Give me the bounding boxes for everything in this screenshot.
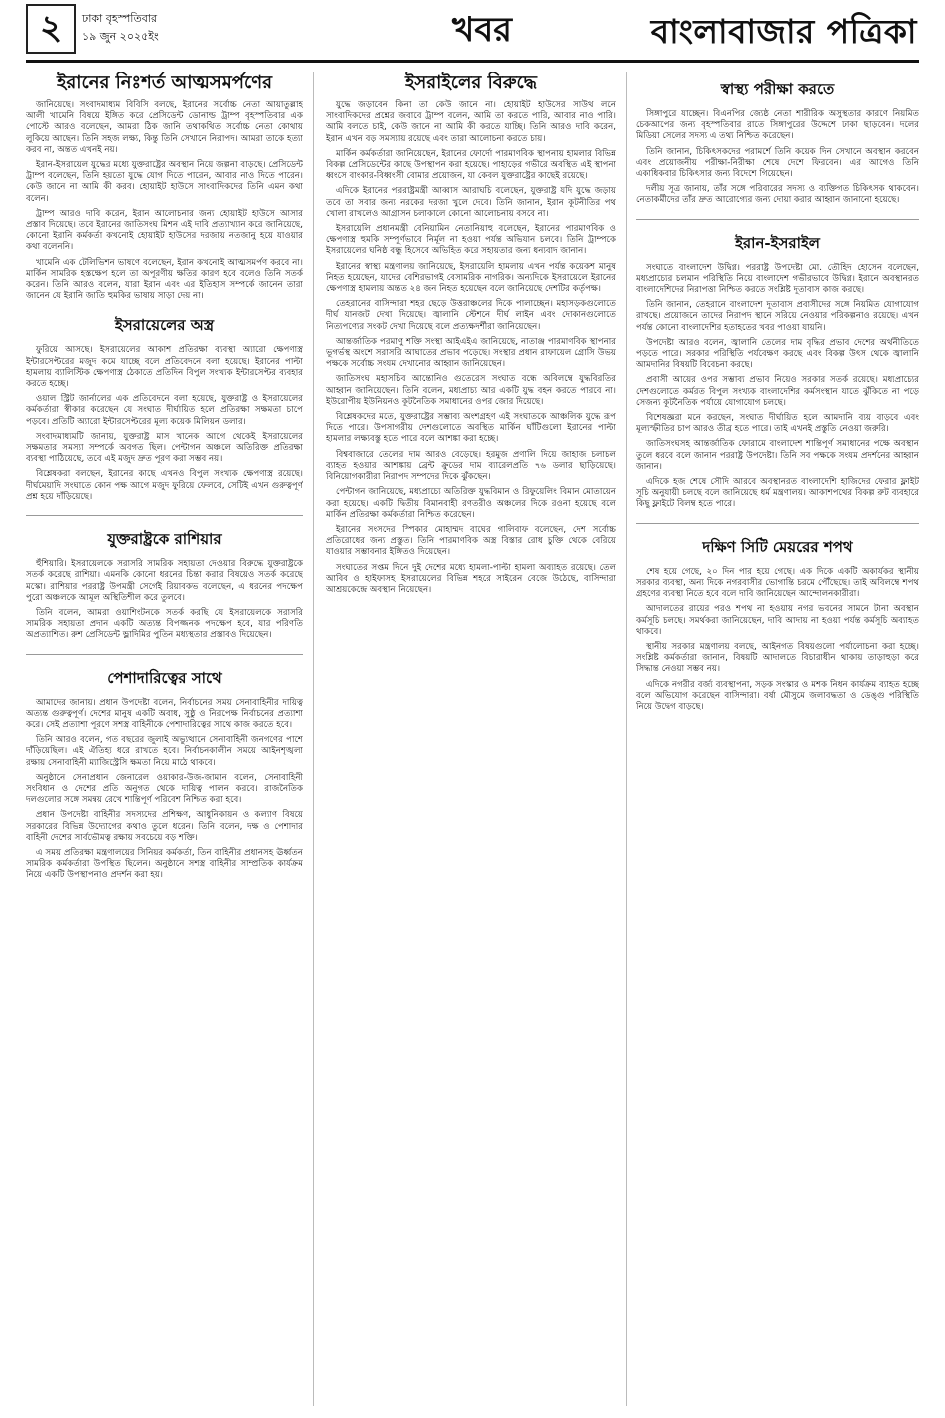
article-mayor-oath bbox=[636, 523, 919, 713]
article-israel-weapons bbox=[26, 314, 303, 503]
article-paragraph: তিনি জানান, চিকিৎসকদের পরামর্শে তিনি কয়েক দিন সেখানে অবস্থান করবেন এবং প্রয়োজনীয় পরীক্ষা-নিরীক্ষা শেষে দেশে ফিরবেন। এর আগেও তিনি একাধিকবার চিকিৎসার জন্য বিদেশে গিয়েছেন। bbox=[636, 146, 919, 180]
article-paragraph: পেন্টাগন জানিয়েছে, মধ্যপ্রাচ্যে অতিরিক্ত যুদ্ধবিমান ও রিফুয়েলিং বিমান মোতায়েন করা হয়েছে। একটি দ্বিতীয় বিমানবাহী রণতরীও অঞ্চলের দিকে রওনা হয়েছে বলে মার্কিন প্রতিরক্ষা কর্মকর্তারা নিশ্চিত করেছেন। bbox=[326, 487, 616, 520]
article-paragraph: তিনি আরও বলেন, গত বছরের জুলাই অভ্যুত্থানে সেনাবাহিনী জনগণের পাশে দাঁড়িয়েছিল। এই ঐতিহ্য ধরে রাখতে হবে। নির্বাচনকালীন সময়ে আইনশৃঙ্খলা রক্ষায় সেনাবাহিনী ম্যাজিস্ট্রেসি ক্ষমতা নিয়ে মাঠে থাকবে। bbox=[26, 735, 303, 768]
article-professionalism bbox=[26, 654, 303, 882]
article-paragraph: বিশ্লেষকরা বলছেন, ইরানের কাছে এখনও বিপুল সংখ্যক ক্ষেপণাস্ত্র রয়েছে। দীর্ঘমেয়াদি সংঘাতে কোন পক্ষ আগে মজুদ ফুরিয়ে ফেলবে, সেটিই এখন গুরুত্বপূর্ণ প্রশ্ন হয়ে দাঁড়িয়েছে। bbox=[26, 469, 303, 502]
article-paragraph: আদালতের রায়ের পরও শপথ না হওয়ায় নগর ভবনের সামনে টানা অবস্থান কর্মসূচি চলছে। সমর্থকরা জানিয়েছেন, দাবি আদায় না হওয়া পর্যন্ত কর্মসূচি অব্যাহত থাকবে। bbox=[636, 604, 919, 637]
column-divider bbox=[626, 72, 627, 1406]
article-paragraph: সংবাদমাধ্যমটি জানায়, যুক্তরাষ্ট্র মাস খানেক আগে থেকেই ইসরায়েলের সক্ষমতার সমস্যা সম্পর্কে অবগত ছিল। পেন্টাগন অঞ্চলে অতিরিক্ত প্রতিরক্ষা ব্যবস্থা পাঠিয়েছে, তবে এই মজুদ দ্রুত পূরণ করা সম্ভব নয়। bbox=[26, 431, 303, 465]
article-paragraph: খামেনি এক টেলিভিশন ভাষণে বলেছেন, ইরান কখনোই আত্মসমর্পণ করবে না। মার্কিন সামরিক হস্তক্ষেপ হলে তা অপূরণীয় ক্ষতির কারণ হবে বলেও তিনি সতর্ক করেন। তিনি আরও বলেন, যারা ইরান এবং এর ইতিহাস সম্পর্কে জানেন তারা জানেন যে ইরানি জাতি হুমকির ভাষায় সাড়া দেয় না। bbox=[26, 257, 303, 302]
article-paragraph: সিঙ্গাপুরে যাচ্ছেন। বিএনপির জ্যেষ্ঠ নেতা শারীরিক অসুস্থতার কারণে নিয়মিত চেকআপের জন্য বৃহস্পতিবার রাতে সিঙ্গাপুরের উদ্দেশে ঢাকা ছাড়বেন। দলের মিডিয়া সেলের সদস্য এ তথ্য নিশ্চিত করেছেন। bbox=[636, 109, 919, 142]
article-paragraph: এ সময় প্রতিরক্ষা মন্ত্রণালয়ের সিনিয়র কর্মকর্তা, তিন বাহিনীর প্রধানসহ ঊর্ধ্বতন সামরিক কর্মকর্তারা উপস্থিত ছিলেন। অনুষ্ঠানে সশস্ত্র বাহিনীর সাম্প্রতিক কার্যক্রম নিয়ে একটি উপস্থাপনাও প্রদর্শন করা হয়। bbox=[26, 847, 303, 881]
article-against-israel bbox=[326, 72, 616, 596]
article-paragraph: ইরান-ইসরায়েল যুদ্ধের মধ্যে যুক্তরাষ্ট্রের অবস্থান নিয়ে জল্পনা বাড়ছে। প্রেসিডেন্ট ট্রাম্প বলেছেন, তিনি হয়তো যুদ্ধে যোগ দিতে পারেন, আবার নাও দিতে পারেন। কেউ জানে না আমি কী করব। হোয়াইট হাউসে সাংবাদিকদের তিনি এমন কথা বলেন। bbox=[26, 160, 303, 204]
newspaper-logo: বাংলাবাজার পত্রিকা bbox=[650, 12, 917, 51]
article-paragraph: প্রবাসী আয়ের ওপর সম্ভাব্য প্রভাব নিয়েও সরকার সতর্ক রয়েছে। মধ্যপ্রাচ্যের দেশগুলোতে কর্মরত বিপুল সংখ্যক বাংলাদেশির কর্মসংস্থান যাতে ঝুঁকিতে না পড়ে সেজন্য কূটনৈতিক পর্যায়ে যোগাযোগ চলছে। bbox=[636, 375, 919, 408]
article-headline: ইরান-ইসরাইল bbox=[735, 233, 820, 252]
article-paragraph: হুঁশিয়ারি। ইসরায়েলকে সরাসরি সামরিক সহায়তা দেওয়ার বিরুদ্ধে যুক্তরাষ্ট্রকে সতর্ক করেছে রাশিয়া। এমনকি কোনো ধরনের চিন্তা করার বিষয়েও সতর্ক করেছে মস্কো। রাশিয়ার পররাষ্ট্র উপমন্ত্রী সের্গেই রিয়াবকভ বলেছেন, এ ধরনের পদক্ষেপ পুরো অঞ্চলকে আমূল অস্থিতিশীল করে তুলবে। bbox=[26, 559, 303, 603]
article-paragraph: ইরানের সংসদের স্পিকার মোহাম্মদ বাঘের গালিবাফ বলেছেন, দেশ সর্বোচ্চ প্রতিরোধের জন্য প্রস্তুত। তিনি পারমাণবিক অস্ত্র বিস্তার রোধ চুক্তি থেকে বেরিয়ে যাওয়ার সম্ভাবনার ইঙ্গিতও দিয়েছেন। bbox=[326, 524, 616, 558]
article-paragraph: স্থানীয় সরকার মন্ত্রণালয় বলছে, আইনগত বিষয়গুলো পর্যালোচনা করা হচ্ছে। সংশ্লিষ্ট কর্মকর্তারা জানান, বিষয়টি আদালতে বিচারাধীন থাকায় তাড়াহুড়া করে সিদ্ধান্ত নেওয়া সম্ভব নয়। bbox=[636, 641, 919, 675]
article-paragraph: শেষ হয়ে গেছে, ২০ দিন পার হয়ে গেছে। এক দিকে একটি অকার্যকর স্থানীয় সরকার ব্যবস্থা, অন্য দিকে নগরবাসীর ভোগান্তি চরমে পৌঁছেছে। তাই অবিলম্বে শপথ গ্রহণের ব্যবস্থা নিতে হবে বলে দাবি জানিয়েছেন আন্দোলনকারীরা। bbox=[636, 566, 919, 600]
article-headline: ইসরায়েলের অস্ত্র bbox=[114, 316, 215, 335]
article-paragraph: প্রধান উপদেষ্টা বাহিনীর সদস্যদের প্রশিক্ষণ, আধুনিকায়ন ও কল্যাণ বিষয়ে সরকারের বিভিন্ন উদ্যোগের কথাও তুলে ধরেন। তিনি বলেন, দক্ষ ও পেশাদার বাহিনী দেশের সার্বভৌমত্ব রক্ষায় সবচেয়ে বড় শক্তি। bbox=[26, 810, 303, 843]
article-iran-surrender bbox=[26, 72, 303, 302]
article-headline: দক্ষিণ সিটি মেয়রের শপথ bbox=[702, 537, 853, 556]
article-paragraph: দলীয় সূত্র জানায়, তাঁর সঙ্গে পরিবারের সদস্য ও ব্যক্তিগত চিকিৎসক থাকবেন। নেতাকর্মীদের তাঁর দ্রুত আরোগ্যের জন্য দোয়া করার আহ্বান জানানো হয়েছে। bbox=[636, 184, 919, 206]
article-paragraph: এদিকে নগরীর বর্জ্য ব্যবস্থাপনা, সড়ক সংস্কার ও মশক নিধন কার্যক্রম ব্যাহত হচ্ছে বলে অভিযোগ করেছেন বাসিন্দারা। বর্ষা মৌসুমে জলাবদ্ধতা ও ডেঙ্গু পরিস্থিতি নিয়ে উদ্বেগ বাড়ছে। bbox=[636, 679, 919, 712]
article-us-russia bbox=[26, 515, 303, 641]
article-health-exam bbox=[636, 78, 919, 207]
article-paragraph: বিশেষজ্ঞরা মনে করছেন, সংঘাত দীর্ঘায়িত হলে আমদানি ব্যয় বাড়বে এবং মূল্যস্ফীতির চাপ আরও তীব্র হতে পারে। তাই এখনই প্রস্তুতি নেওয়া জরুরি। bbox=[636, 413, 919, 435]
column-left bbox=[26, 72, 303, 1406]
column-divider bbox=[313, 72, 314, 1406]
issue-date: ১৯ জুন ২০২৫ইং bbox=[82, 30, 159, 43]
article-headline: পেশাদারিত্বের সাথে bbox=[107, 668, 222, 687]
article-paragraph: মার্কিন কর্মকর্তারা জানিয়েছেন, ইরানের ফোর্দো পারমাণবিক স্থাপনায় হামলার বিভিন্ন বিকল্প প্রেসিডেন্টের কাছে উপস্থাপন করা হয়েছে। পাহাড়ের গভীরে অবস্থিত এই স্থাপনা ধ্বংসে বাংকার-বিধ্বংসী বোমার প্রয়োজন, যা কেবল যুক্তরাষ্ট্রের কাছেই রয়েছে। bbox=[326, 148, 616, 182]
column-right bbox=[636, 72, 919, 1406]
article-paragraph: তিনি জানান, তেহরানে বাংলাদেশ দূতাবাস প্রবাসীদের সঙ্গে নিয়মিত যোগাযোগ রাখছে। প্রয়োজনে তাদের নিরাপদ স্থানে সরিয়ে নেওয়ার পরিকল্পনাও রয়েছে। এখন পর্যন্ত কোনো বাংলাদেশির হতাহতের খবর পাওয়া যায়নি। bbox=[636, 300, 919, 333]
article-paragraph: জাতিসংঘ মহাসচিব আন্তোনিও গুতেরেস সংঘাত বন্ধে অবিলম্বে যুদ্ধবিরতির আহ্বান জানিয়েছেন। তিনি বলেন, মধ্যপ্রাচ্য আর একটি যুদ্ধ বহন করতে পারবে না। ইউরোপীয় ইউনিয়নও কূটনৈতিক সমাধানের ওপর জোর দিয়েছে। bbox=[326, 374, 616, 407]
article-headline: স্বাস্থ্য পরীক্ষা করতে bbox=[720, 80, 835, 98]
article-paragraph: তেহরানের বাসিন্দারা শহর ছেড়ে উত্তরাঞ্চলের দিকে পালাচ্ছেন। মহাসড়কগুলোতে দীর্ঘ যানজট দেখা দিয়েছে। জ্বালানি স্টেশনে দীর্ঘ লাইন এবং দোকানগুলোতে নিত্যপণ্যের সংকট দেখা দিয়েছে বলে প্রত্যক্ষদর্শীরা জানিয়েছেন। bbox=[326, 299, 616, 332]
article-paragraph: অনুষ্ঠানে সেনাপ্রধান জেনারেল ওয়াকার-উজ-জামান বলেন, সেনাবাহিনী সংবিধান ও দেশের প্রতি অনুগত থেকে দায়িত্ব পালন করবে। রাজনৈতিক দলগুলোর সঙ্গে সমন্বয় রেখে শান্তিপূর্ণ পরিবেশ নিশ্চিত করা হবে। bbox=[26, 772, 303, 806]
article-paragraph: বিশ্লেষকদের মতে, যুক্তরাষ্ট্রের সম্ভাব্য অংশগ্রহণ এই সংঘাতকে আঞ্চলিক যুদ্ধে রূপ দিতে পারে। উপসাগরীয় দেশগুলোতে অবস্থিত মার্কিন ঘাঁটিগুলো ইরানের পাল্টা হামলার লক্ষ্যবস্তু হতে পারে বলে আশঙ্কা করা হচ্ছে। bbox=[326, 412, 616, 445]
article-paragraph: ইরানের স্বাস্থ্য মন্ত্রণালয় জানিয়েছে, ইসরায়েলি হামলায় এখন পর্যন্ত কয়েকশ মানুষ নিহত হয়েছেন, যাদের বেশিরভাগই বেসামরিক নাগরিক। অন্যদিকে ইসরায়েলে ইরানের ক্ষেপণাস্ত্র হামলায় অন্তত ২৪ জন নিহত হয়েছেন বলে জানিয়েছে দেশটির কর্তৃপক্ষ। bbox=[326, 261, 616, 295]
article-paragraph: আন্তর্জাতিক পরমাণু শক্তি সংস্থা আইএইএ জানিয়েছে, নাতাঞ্জ পারমাণবিক স্থাপনার ভূগর্ভস্থ অংশে সরাসরি আঘাতের প্রভাব পড়েছে। সংস্থার প্রধান রাফায়েল গ্রোসি উভয় পক্ষকে সর্বোচ্চ সংযম দেখানোর আহ্বান জানিয়েছেন। bbox=[326, 336, 616, 370]
article-paragraph: বিশ্ববাজারে তেলের দাম আরও বেড়েছে। হরমুজ প্রণালি দিয়ে জাহাজ চলাচল ব্যাহত হওয়ার আশঙ্কায় ব্রেন্ট ক্রুডের দাম ব্যারেলপ্রতি ৭৬ ডলার ছাড়িয়েছে। বিনিয়োগকারীরা নিরাপদ সম্পদের দিকে ঝুঁকছেন। bbox=[326, 449, 616, 483]
article-paragraph: এদিকে ইরানের পররাষ্ট্রমন্ত্রী আব্বাস আরাঘচি বলেছেন, যুক্তরাষ্ট্র যদি যুদ্ধে জড়ায় তবে তা সবার জন্য নরকের দরজা খুলে দেবে। তিনি জানান, ইরান কূটনীতির পথ খোলা রাখলেও আগ্রাসন চলাকালে কোনো আলোচনায় বসবে না। bbox=[326, 186, 616, 219]
article-paragraph: জানিয়েছে। সংবাদমাধ্যম বিবিসি বলছে, ইরানের সর্বোচ্চ নেতা আয়াতুল্লাহ আলী খামেনি বিষয়ে ইঙ্গিত করে প্রেসিডেন্ট ডোনাল্ড ট্রাম্প বৃহস্পতিবার এক পোস্টে আরও বলেছেন, আমরা ঠিক জানি তথাকথিত সর্বোচ্চ নেতা কোথায় লুকিয়ে আছেন। তিনি সহজ লক্ষ্য, কিন্তু তিনি সেখানে নিরাপদ। আমরা তাকে হত্যা করব না, অন্তত এখনই নয়। bbox=[26, 100, 303, 155]
article-paragraph: ট্রাম্প আরও দাবি করেন, ইরান আলোচনার জন্য হোয়াইট হাউসে আসার প্রস্তাব দিয়েছে। তবে ইরানের জাতিসংঘ মিশন এই দাবি প্রত্যাখ্যান করে জানিয়েছে, কোনো ইরানি কর্মকর্তা কখনোই হোয়াইট হাউসের দরজায় নতজানু হয়ে যাওয়ার কথা বলেননি। bbox=[26, 208, 303, 253]
article-paragraph: সংঘাতে বাংলাদেশ উদ্বিগ্ন। পররাষ্ট্র উপদেষ্টা মো. তৌহিদ হোসেন বলেছেন, মধ্যপ্রাচ্যের চলমান পরিস্থিতি নিয়ে বাংলাদেশ গভীরভাবে উদ্বিগ্ন। ইরানে অবস্থানরত বাংলাদেশিদের নিরাপত্তা নিশ্চিত করতে সংশ্লিষ্ট দূতাবাস কাজ করছে। bbox=[636, 262, 919, 296]
article-paragraph: উপদেষ্টা আরও বলেন, জ্বালানি তেলের দাম বৃদ্ধির প্রভাব দেশের অর্থনীতিতে পড়তে পারে। সরকার পরিস্থিতি পর্যবেক্ষণ করছে এবং বিকল্প উৎস থেকে জ্বালানি আমদানির বিষয়টি বিবেচনা করছে। bbox=[636, 337, 919, 371]
article-iran-israel bbox=[636, 219, 919, 511]
article-paragraph: যুদ্ধে জড়াবেন কিনা তা কেউ জানে না। হোয়াইট হাউসের সাউথ লনে সাংবাদিকদের প্রশ্নের জবাবে ট্রাম্প বলেন, আমি তা করতে পারি, আবার নাও পারি। আমি বলতে চাই, কেউ জানে না আমি কী করতে যাচ্ছি। তিনি আরও দাবি করেন, ইরান এখন বড় সমস্যায় রয়েছে এবং তারা আলোচনা করতে চায়। bbox=[326, 100, 616, 144]
article-paragraph: এদিকে হজ শেষে সৌদি আরবে অবস্থানরত বাংলাদেশি হাজিদের ফেরার ফ্লাইট সূচি অনুযায়ী চলছে বলে জানিয়েছে ধর্ম মন্ত্রণালয়। আকাশপথের বিকল্প রুট ব্যবহারে কিছু ফ্লাইটে বিলম্ব হতে পারে। bbox=[636, 477, 919, 510]
article-paragraph: তিনি বলেন, আমরা ওয়াশিংটনকে সতর্ক করছি যে ইসরায়েলকে সরাসরি সামরিক সহায়তা প্রদান একটি অত্যন্ত বিপজ্জনক পদক্ষেপ হবে, যার পরিণতি অপ্রত্যাশিত। রুশ প্রেসিডেন্ট ভ্লাদিমির পুতিন মধ্যস্থতার প্রস্তাবও দিয়েছেন। bbox=[26, 607, 303, 641]
article-paragraph: সংঘাতের সপ্তম দিনে দুই দেশের মধ্যে হামলা-পাল্টা হামলা অব্যাহত রয়েছে। তেল আবিব ও হাইফাসহ ইসরায়েলের বিভিন্ন শহরে সাইরেন বেজে উঠেছে, বাসিন্দারা আশ্রয়কেন্দ্রে অবস্থান নিয়েছেন। bbox=[326, 562, 616, 595]
article-paragraph: ওয়াল স্ট্রিট জার্নালের এক প্রতিবেদনে বলা হয়েছে, যুক্তরাষ্ট্র ও ইসরায়েলের কর্মকর্তারা স্বীকার করেছেন যে সংঘাত দীর্ঘায়িত হলে প্রতিরক্ষা সক্ষমতা চাপে পড়বে। প্রতিটি অ্যারো ইন্টারসেপ্টরের মূল্য কয়েক মিলিয়ন ডলার। bbox=[26, 394, 303, 427]
section-title: খবর bbox=[452, 10, 512, 50]
city-day: ঢাকা বৃহস্পতিবার bbox=[82, 12, 158, 25]
article-headline: ইসরাইলের বিরুদ্ধে bbox=[405, 72, 537, 93]
masthead-rule bbox=[26, 60, 919, 63]
article-headline: ইরানের নিঃশর্ত আত্মসমর্পণের bbox=[56, 72, 272, 93]
column-middle bbox=[326, 72, 616, 1406]
article-paragraph: ফুরিয়ে আসছে। ইসরায়েলের আকাশ প্রতিরক্ষা ব্যবস্থা অ্যারো ক্ষেপণাস্ত্র ইন্টারসেপ্টরের মজুদ কমে যাচ্ছে বলে প্রতিবেদনে বলা হয়েছে। ইরানের পাল্টা হামলায় ব্যালিস্টিক ক্ষেপণাস্ত্র ঠেকাতে প্রতিদিন বিপুল সংখ্যক ইন্টারসেপ্টর ব্যবহার করতে হচ্ছে। bbox=[26, 345, 303, 390]
page-number: ২ bbox=[26, 4, 76, 54]
article-paragraph: জাতিসংঘসহ আন্তর্জাতিক ফোরামে বাংলাদেশ শান্তিপূর্ণ সমাধানের পক্ষে অবস্থান তুলে ধরবে বলে জানান পররাষ্ট্র উপদেষ্টা। তিনি সব পক্ষকে সংযম প্রদর্শনের আহ্বান জানান। bbox=[636, 439, 919, 472]
article-paragraph: আমাদের জানায়। প্রধান উপদেষ্টা বলেন, নির্বাচনের সময় সেনাবাহিনীর দায়িত্ব অত্যন্ত গুরুত্বপূর্ণ। দেশের মানুষ একটি অবাধ, সুষ্ঠু ও নিরপেক্ষ নির্বাচনের প্রত্যাশা করে। সেই প্রত্যাশা পূরণে সশস্ত্র বাহিনীকে পেশাদারিত্বের সাথে কাজ করতে হবে। bbox=[26, 697, 303, 730]
masthead bbox=[0, 0, 945, 74]
article-paragraph: ইসরায়েলি প্রধানমন্ত্রী বেনিয়ামিন নেতানিয়াহু বলেছেন, ইরানের পারমাণবিক ও ক্ষেপণাস্ত্র হুমকি সম্পূর্ণভাবে নির্মূল না হওয়া পর্যন্ত অভিযান চলবে। তিনি ট্রাম্পকে ইসরায়েলের ঘনিষ্ঠ বন্ধু হিসেবে অভিহিত করে সহায়তার জন্য ধন্যবাদ জানান। bbox=[326, 224, 616, 257]
article-headline: যুক্তরাষ্ট্রকে রাশিয়ার bbox=[107, 530, 222, 549]
